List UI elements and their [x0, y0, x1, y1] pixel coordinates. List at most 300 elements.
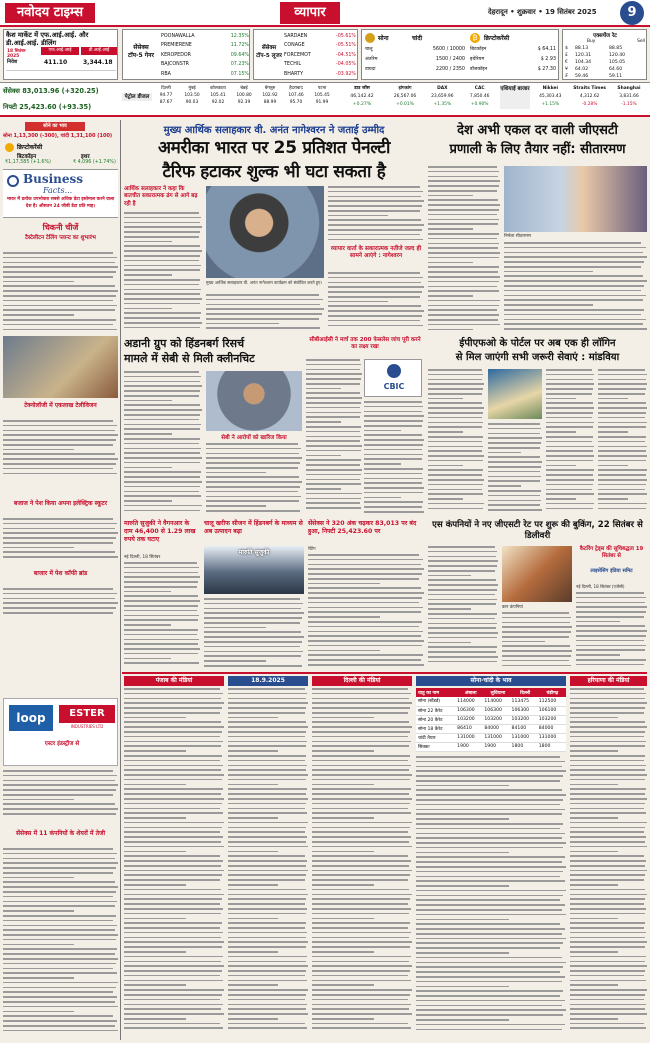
- loser-value: -04.51%: [335, 52, 356, 58]
- text-line: [312, 1027, 411, 1029]
- adani-body-1: [124, 371, 202, 517]
- text-line: [124, 245, 200, 247]
- text-line: [3, 463, 116, 465]
- text-line: [570, 999, 644, 1001]
- text-line: [598, 489, 645, 491]
- text-line: [570, 712, 644, 714]
- text-line: [312, 984, 374, 986]
- forex-buy: 88.13: [575, 46, 589, 51]
- text-line: [428, 166, 497, 168]
- text-line: [124, 755, 222, 757]
- text-line: [364, 430, 401, 432]
- fuel-diesel: 88.99: [263, 100, 277, 105]
- cbic-body-2: [364, 401, 424, 517]
- text-line: [124, 889, 221, 891]
- text-line: [428, 257, 499, 259]
- text-line: [570, 855, 644, 857]
- bullion-cell: सोना 20 कैरेट: [418, 717, 443, 723]
- text-line: [3, 547, 74, 549]
- dow-value: 46,142.42: [350, 94, 374, 99]
- text-line: [416, 971, 560, 973]
- text-line: [206, 318, 319, 320]
- text-line: [488, 504, 540, 506]
- forex-row: [565, 66, 645, 73]
- text-line: [416, 799, 563, 801]
- text-line: [502, 622, 570, 624]
- text-line: [570, 812, 646, 814]
- text-line: [416, 976, 565, 978]
- text-line: [3, 925, 117, 927]
- text-line: [428, 180, 500, 182]
- text-line: [312, 1018, 374, 1020]
- lead-photo: [206, 186, 324, 278]
- gold-rate-line: सोना 1,13,300 (-300), चांदी 1,31,100 (100): [3, 133, 113, 139]
- text-line: [124, 624, 171, 626]
- text-line: [416, 866, 566, 868]
- text-line: [3, 1015, 113, 1017]
- text-line: [576, 602, 645, 604]
- text-line: [206, 491, 298, 493]
- text-line: [124, 951, 186, 953]
- text-line: [124, 615, 199, 617]
- text-line: [3, 944, 74, 946]
- text-line: [416, 1014, 563, 1016]
- text-line: [3, 872, 113, 874]
- text-line: [428, 551, 497, 553]
- loser-name: CONAGE: [284, 43, 305, 49]
- text-line: [598, 503, 647, 505]
- text-line: [228, 984, 278, 986]
- loser-row: [284, 41, 356, 50]
- text-line: [570, 951, 618, 953]
- text-line: [546, 422, 594, 424]
- text-line: [570, 755, 645, 757]
- text-line: [598, 450, 646, 452]
- text-line: [228, 698, 306, 700]
- text-line: [312, 812, 411, 814]
- text-line: [306, 407, 360, 409]
- text-line: [546, 412, 593, 414]
- text-line: [124, 741, 223, 743]
- text-line: [228, 956, 307, 958]
- fuel-diesel: 90.03: [185, 100, 199, 105]
- text-line: [416, 933, 562, 935]
- loser-name: TECHIL: [284, 62, 302, 68]
- bullion-rate-table: [416, 688, 566, 752]
- text-line: [598, 426, 646, 428]
- text-line: [124, 605, 198, 607]
- text-line: [416, 1024, 565, 1026]
- left-story5-body: [3, 588, 118, 618]
- text-line: [124, 870, 224, 872]
- text-line: [3, 305, 117, 307]
- text-line: [308, 573, 422, 575]
- text-line: [228, 846, 308, 848]
- left-story3-head: टेक्नोलॉजी में एकलाख टेलीविजन: [24, 402, 97, 409]
- text-line: [306, 493, 362, 495]
- text-line: [124, 658, 171, 660]
- text-line: [228, 769, 306, 771]
- text-line: [428, 570, 495, 572]
- text-line: [312, 951, 374, 953]
- crypto-coin-icon: ₿: [470, 33, 480, 43]
- text-line: [570, 884, 618, 886]
- fii-value: 411.10: [44, 59, 68, 66]
- text-line: [204, 631, 301, 633]
- market-item: [388, 85, 422, 109]
- maruti-ad-label: मारुति सुजुकी: [238, 549, 270, 556]
- text-line: [570, 760, 644, 762]
- text-line: [488, 500, 541, 502]
- text-line: [428, 594, 495, 596]
- text-line: [228, 903, 305, 905]
- text-line: [206, 467, 298, 469]
- text-line: [598, 460, 646, 462]
- text-line: [124, 745, 221, 747]
- text-line: [308, 640, 424, 642]
- text-line: [570, 717, 618, 719]
- fuel-city: [180, 85, 204, 106]
- text-line: [416, 990, 563, 992]
- forex-row: [565, 59, 645, 66]
- text-line: [570, 874, 645, 876]
- gold-row: [365, 55, 465, 65]
- text-line: [124, 231, 200, 233]
- text-line: [416, 895, 563, 897]
- text-line: [546, 455, 594, 457]
- text-line: [598, 379, 646, 381]
- text-line: [124, 424, 201, 426]
- epfo-body-3: [546, 369, 594, 517]
- text-line: [124, 600, 200, 602]
- text-line: [546, 446, 594, 448]
- text-line: [3, 877, 74, 879]
- text-line: [124, 779, 222, 781]
- text-line: [502, 626, 572, 628]
- text-line: [124, 212, 199, 214]
- text-line: [364, 492, 423, 494]
- text-line: [124, 222, 200, 224]
- text-line: [124, 390, 200, 392]
- text-line: [308, 559, 423, 561]
- market-item: [533, 85, 567, 109]
- text-line: [576, 645, 646, 647]
- text-line: [306, 426, 361, 428]
- text-line: [312, 918, 374, 920]
- text-line: [312, 1023, 408, 1025]
- text-line: [364, 420, 423, 422]
- text-line: [124, 591, 171, 593]
- text-line: [312, 898, 410, 900]
- text-line: [428, 489, 482, 491]
- text-line: [488, 466, 541, 468]
- text-line: [3, 537, 116, 539]
- text-line: [416, 952, 509, 954]
- text-line: [488, 490, 541, 492]
- text-line: [312, 860, 411, 862]
- epfo-photo: [488, 369, 542, 419]
- text-line: [328, 196, 421, 198]
- text-line: [308, 611, 421, 613]
- text-line: [124, 312, 201, 314]
- text-line: [328, 205, 422, 207]
- text-line: [364, 454, 423, 456]
- text-line: [204, 660, 266, 662]
- fii-label: एफ.आई.आई: [41, 47, 79, 55]
- losers-box: [253, 29, 358, 80]
- text-line: [576, 630, 647, 632]
- text-line: [306, 450, 361, 452]
- text-line: [570, 941, 647, 943]
- mandi-punjab-title: पंजाब की मंडियां: [124, 676, 224, 686]
- text-line: [598, 393, 645, 395]
- epfo-headline-2: से मिल जाएंगी सभी जरूरी सेवाएं : मांडविया: [455, 352, 620, 363]
- text-line: [364, 468, 423, 470]
- text-line: [312, 851, 374, 853]
- gold-rate-tag: सोने का भाव: [25, 122, 85, 131]
- text-line: [416, 1029, 562, 1031]
- text-line: [204, 598, 300, 600]
- text-line: [312, 932, 411, 934]
- mandi-punjab-list: [124, 688, 224, 1038]
- text-line: [570, 927, 644, 929]
- text-line: [312, 760, 408, 762]
- row-label: निवेश: [7, 59, 18, 65]
- text-line: [312, 889, 409, 891]
- text-line: [416, 966, 563, 968]
- text-line: [228, 1004, 307, 1006]
- text-line: [312, 946, 410, 948]
- text-line: [124, 879, 220, 881]
- fuel-diesel: 92.02: [211, 100, 225, 105]
- text-line: [428, 402, 482, 404]
- left-story3-body: [3, 420, 118, 482]
- mid-story-4-photo: [502, 546, 572, 602]
- market-change: -1.15%: [621, 102, 637, 107]
- text-line: [416, 818, 509, 820]
- gainer-row: [161, 60, 249, 69]
- left-eth-value: ₹ 4,096 (+1.74%): [73, 160, 116, 165]
- cbic-subhead: सीबीआईसी ने मार्च तक 200 फेसलेस जांच पूरी करने का लक्ष्य रखा: [309, 337, 421, 350]
- text-line: [312, 975, 408, 977]
- text-line: [488, 509, 542, 511]
- text-line: [124, 381, 200, 383]
- text-line: [428, 446, 483, 448]
- text-line: [3, 939, 116, 941]
- text-line: [308, 564, 421, 566]
- text-line: [428, 608, 471, 610]
- text-line: [364, 439, 424, 441]
- business-facts-icon: [7, 175, 19, 187]
- text-line: [598, 436, 646, 438]
- text-line: [124, 961, 221, 963]
- text-line: [428, 575, 471, 577]
- mandi-haryana-title: हरियाणा की मंडियां: [570, 676, 647, 686]
- text-line: [570, 946, 645, 948]
- text-line: [428, 623, 497, 625]
- text-line: [3, 794, 113, 796]
- mid-story-4-tag: कार कंपनियां: [502, 605, 523, 610]
- text-line: [416, 842, 566, 844]
- text-line: [416, 775, 563, 777]
- text-line: [428, 238, 497, 240]
- text-line: [416, 923, 560, 925]
- epfo-headline-1: ईपीएफओ के पोर्टल पर अब एक ही लॉगिन: [459, 338, 616, 349]
- text-line: [416, 766, 562, 768]
- text-line: [570, 779, 645, 781]
- text-line: [3, 329, 117, 331]
- text-line: [570, 803, 645, 805]
- gold-row: [365, 45, 465, 55]
- text-line: [124, 836, 223, 838]
- text-line: [204, 603, 303, 605]
- text-line: [546, 393, 592, 395]
- bullion-head-cell: चंडीगढ़: [546, 690, 559, 696]
- lead-story: [124, 122, 424, 334]
- text-line: [312, 803, 410, 805]
- bullion-cell: 84000: [484, 726, 499, 731]
- text-line: [570, 841, 645, 843]
- market-name: CAC: [474, 86, 485, 91]
- text-line: [124, 250, 202, 252]
- text-line: [570, 765, 646, 767]
- text-line: [312, 1004, 411, 1006]
- text-line: [3, 468, 113, 470]
- text-line: [502, 636, 569, 638]
- text-line: [124, 984, 186, 986]
- text-line: [124, 937, 221, 939]
- text-line: [416, 789, 562, 791]
- text-line: [428, 431, 463, 433]
- lead-kicker: मुख्य आर्थिक सलाहकार वी. अनंत नागेश्वरन ने जताई उम्मीद: [163, 125, 385, 136]
- text-line: [364, 425, 422, 427]
- text-line: [416, 880, 565, 882]
- forex-sell: 120.40: [609, 53, 626, 58]
- column-rule-left: [120, 120, 121, 1040]
- forex-row: [565, 73, 645, 80]
- text-line: [428, 176, 498, 178]
- text-line: [416, 981, 562, 983]
- text-line: [124, 438, 200, 440]
- text-line: [124, 269, 200, 271]
- text-line: [416, 1009, 566, 1011]
- text-line: [328, 296, 420, 298]
- text-line: [328, 325, 423, 327]
- text-line: [364, 411, 422, 413]
- text-line: [312, 717, 374, 719]
- text-line: [416, 856, 565, 858]
- text-line: [570, 827, 645, 829]
- text-line: [124, 510, 200, 512]
- text-line: [3, 977, 74, 979]
- text-line: [416, 756, 560, 758]
- index-strip: [0, 82, 650, 117]
- market-name: DAX: [437, 86, 448, 91]
- left-story6-head: सेंसेक्स में 11 कंपनियों के शेयरों में तेजी: [15, 830, 106, 837]
- text-line: [312, 855, 408, 857]
- fuel-petrol: 105.41: [210, 93, 226, 98]
- gold-row-value: 2200 / 2350: [435, 67, 465, 72]
- text-line: [124, 769, 221, 771]
- text-line: [570, 707, 645, 709]
- bullion-cell: 114000: [457, 698, 475, 704]
- forex-buy: 104.34: [575, 60, 592, 65]
- gold-row-label: चालू: [365, 47, 373, 52]
- market-change: +0.01%: [396, 102, 414, 107]
- text-line: [504, 280, 647, 282]
- crypto-rows: [470, 45, 556, 75]
- text-line: [570, 1013, 647, 1015]
- text-line: [124, 433, 172, 435]
- gainer-value: 09.64%: [230, 52, 249, 58]
- text-line: [308, 626, 419, 628]
- text-line: [312, 865, 409, 867]
- text-line: [576, 592, 644, 594]
- text-line: [488, 480, 540, 482]
- bullion-cell: 103200: [484, 717, 502, 722]
- text-line: [428, 450, 482, 452]
- bullion-cell: 103200: [538, 717, 557, 722]
- text-line: [124, 712, 220, 714]
- text-line: [124, 385, 202, 387]
- text-line: [124, 688, 220, 690]
- text-line: [428, 546, 495, 548]
- text-line: [312, 980, 411, 982]
- text-line: [312, 755, 410, 757]
- text-line: [3, 607, 116, 609]
- text-line: [312, 698, 409, 700]
- text-line: [570, 865, 645, 867]
- text-line: [570, 994, 645, 996]
- text-line: [570, 922, 645, 924]
- text-line: [228, 941, 308, 943]
- text-line: [416, 761, 565, 763]
- text-line: [598, 417, 645, 419]
- text-line: [124, 400, 172, 402]
- text-line: [228, 808, 305, 810]
- text-line: [3, 257, 117, 259]
- text-line: [312, 750, 374, 752]
- text-line: [428, 398, 463, 400]
- loser-value: -05.51%: [335, 43, 356, 49]
- text-line: [124, 619, 198, 621]
- market-change: +1.35%: [433, 102, 452, 107]
- text-line: [364, 406, 423, 408]
- text-line: [124, 946, 222, 948]
- bullion-cell: 131000: [538, 735, 557, 740]
- text-line: [546, 450, 593, 452]
- left-btc-label: बिटकॉइन: [17, 154, 37, 160]
- text-line: [570, 879, 644, 881]
- market-name: Straits Times: [573, 86, 607, 91]
- bullion-cell: 1800: [511, 744, 524, 749]
- text-line: [228, 946, 306, 948]
- text-line: [546, 474, 593, 476]
- text-line: [124, 918, 186, 920]
- text-line: [504, 256, 647, 258]
- text-line: [3, 934, 118, 936]
- gold-row-label: अंतरिम: [365, 57, 378, 62]
- text-line: [364, 415, 424, 417]
- mandi-date-list: [228, 688, 308, 1038]
- text-line: [124, 322, 202, 324]
- text-line: [570, 889, 645, 891]
- text-line: [124, 452, 200, 454]
- text-line: [228, 784, 278, 786]
- market-name: हांगकांग: [398, 86, 412, 91]
- text-line: [124, 812, 223, 814]
- text-line: [228, 745, 306, 747]
